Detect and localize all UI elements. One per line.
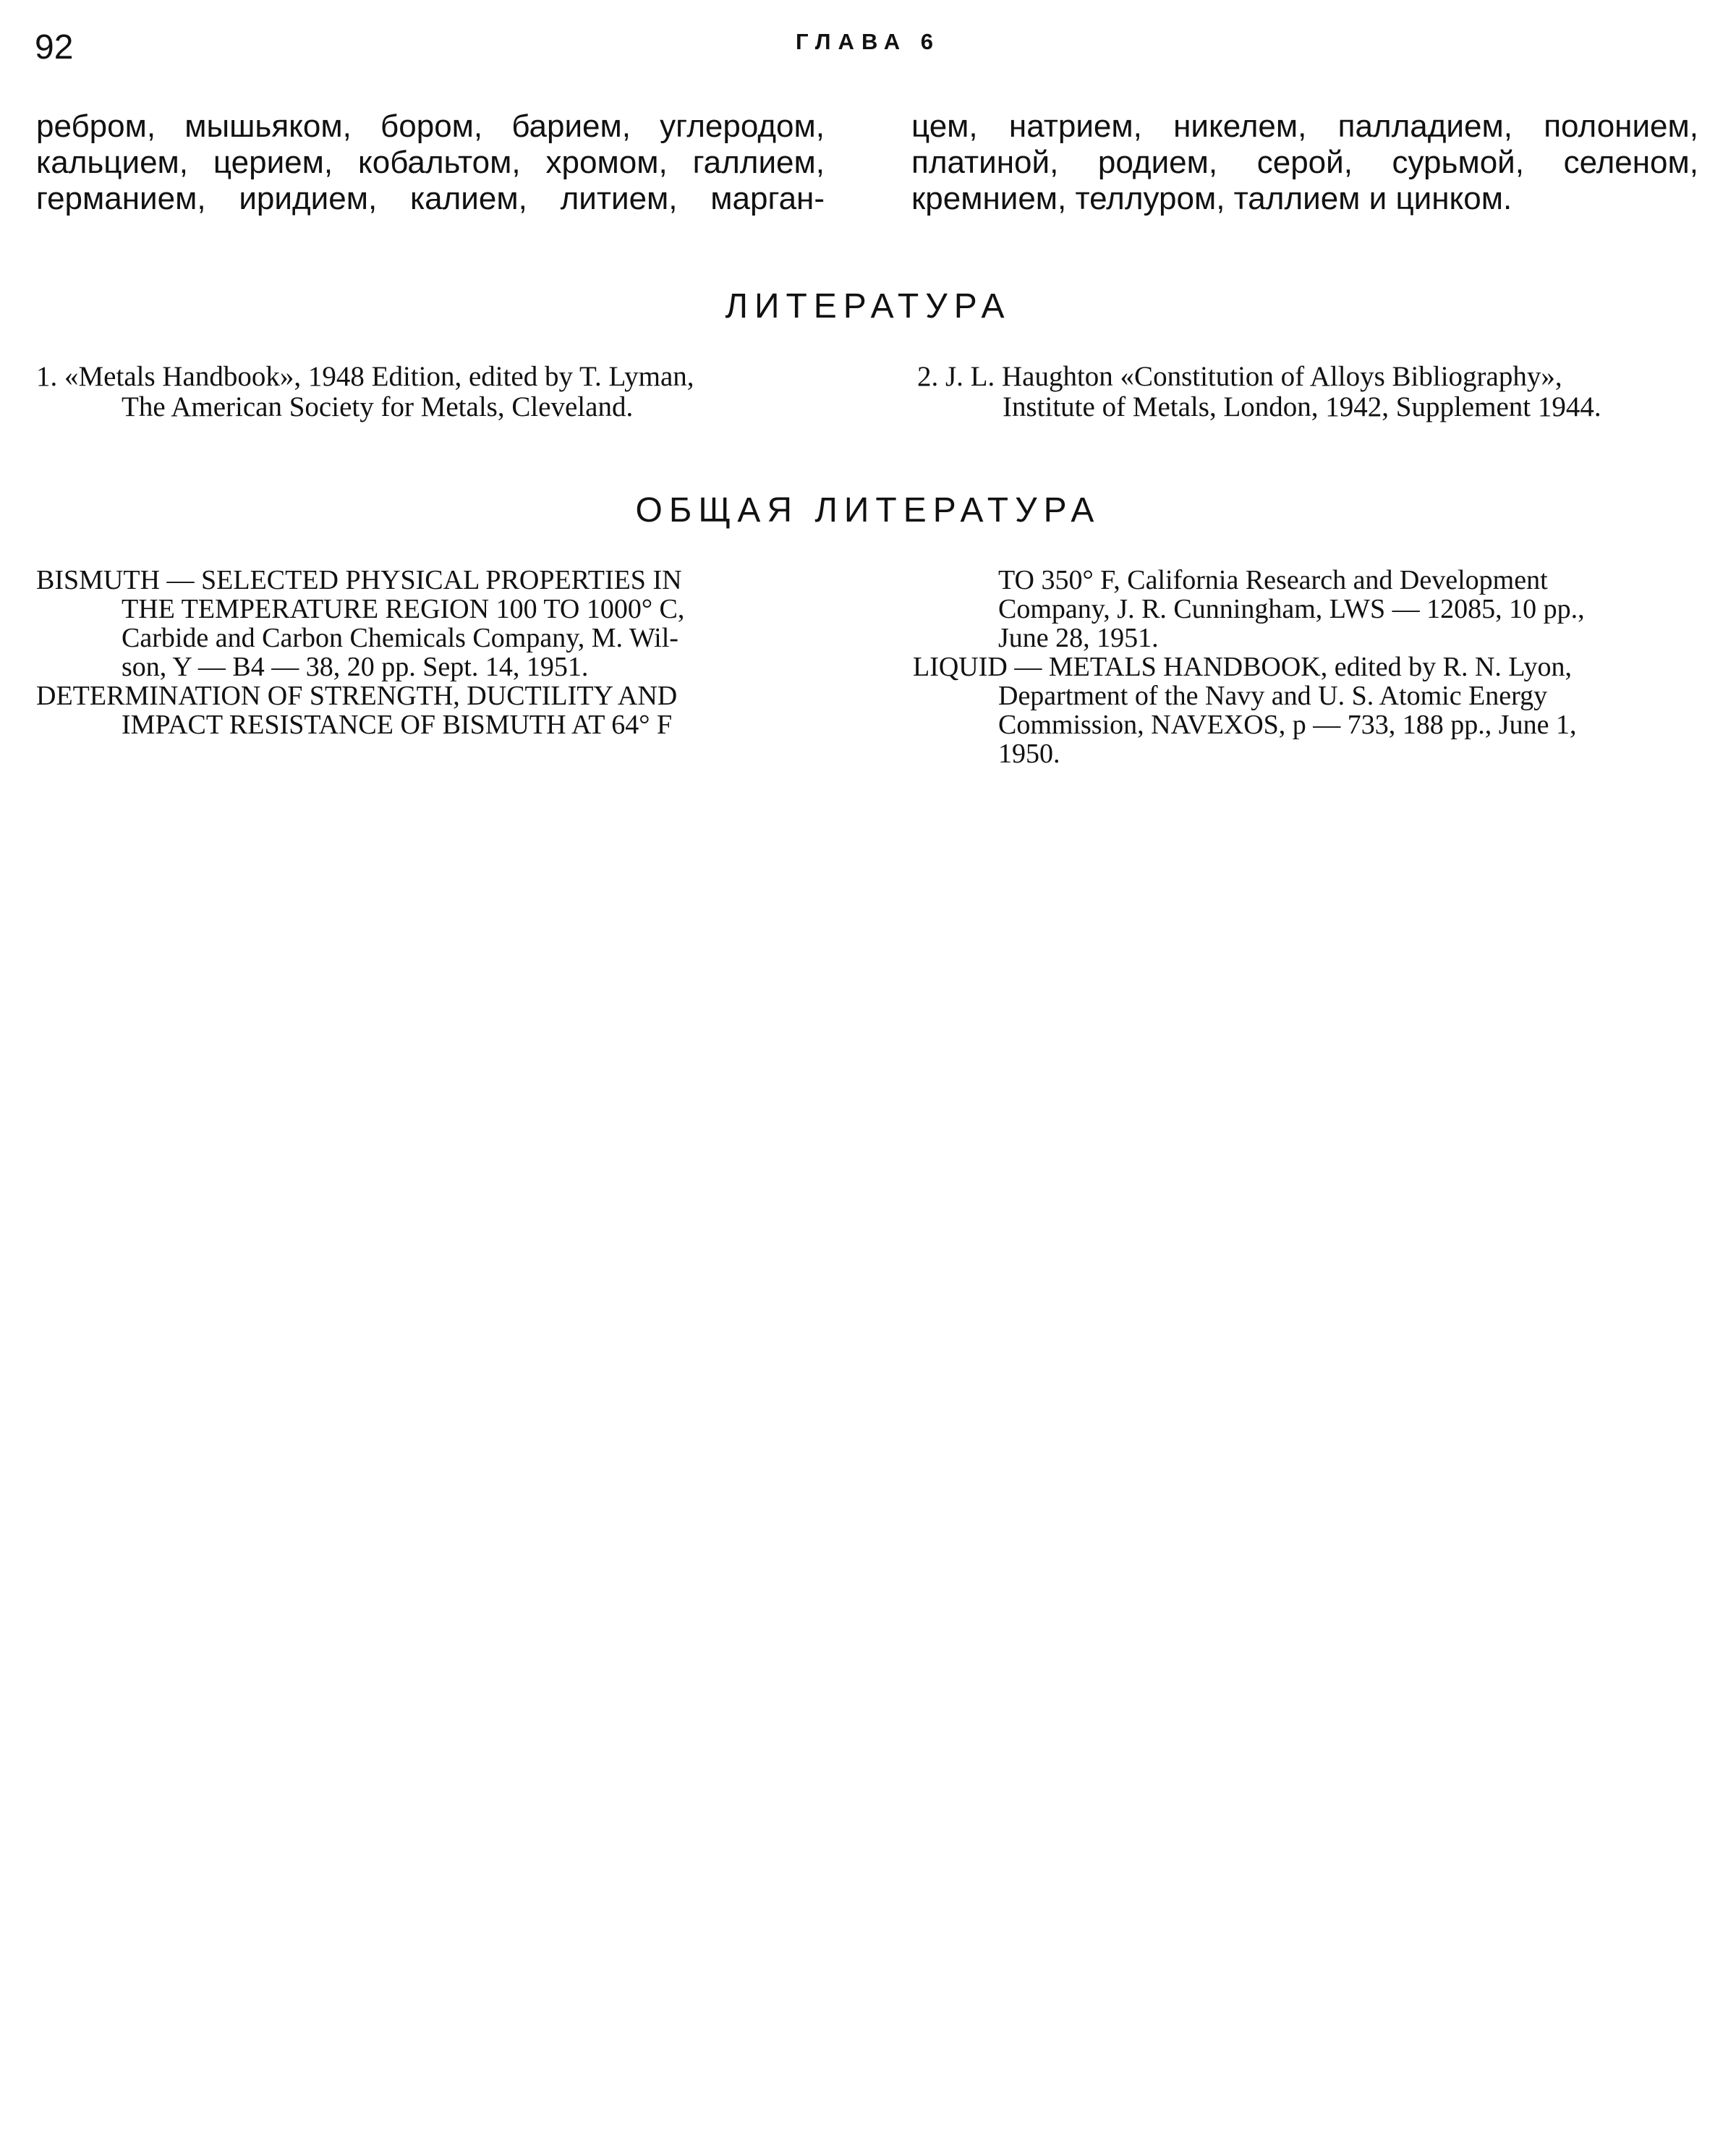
- body-text-line: ребром, мышьяком, бором, барием, углеродом,: [36, 109, 825, 144]
- bibliography-line: Department of the Navy and U. S. Atomic Energy: [998, 681, 1548, 711]
- general-literature-right-column: [913, 566, 1709, 768]
- reference-line: 2. J. L. Haughton «Constitution of Alloys Bibliography»,: [917, 361, 1562, 392]
- body-text-line: платиной, родием, серой, сурьмой, селеном,: [911, 145, 1698, 180]
- bibliography-line: DETERMINATION OF STRENGTH, DUCTILITY AND: [36, 681, 678, 711]
- body-text-left-column: [36, 109, 825, 217]
- bibliography-line: BISMUTH — SELECTED PHYSICAL PROPERTIES IN: [36, 565, 682, 595]
- page-number: 92: [35, 28, 74, 67]
- literature-heading: ЛИТЕРАТУРА: [725, 287, 1011, 326]
- body-text-line: цем, натрием, никелем, палладием, полонием,: [911, 109, 1698, 144]
- body-text-line: кальцием, церием, кобальтом, хромом, галлием,: [36, 145, 825, 180]
- bibliography-line: Carbide and Carbon Chemicals Company, M. Wil-: [122, 623, 678, 653]
- general-literature-left-column: [36, 566, 832, 739]
- reference-line: Institute of Metals, London, 1942, Supplement 1944.: [1003, 391, 1601, 422]
- bibliography-line: 1950.: [998, 739, 1060, 769]
- general-literature-heading: ОБЩАЯ ЛИТЕРАТУРА: [635, 491, 1101, 530]
- bibliography-line: IMPACT RESISTANCE OF BISMUTH AT 64° F: [122, 710, 673, 740]
- bibliography-line: June 28, 1951.: [998, 623, 1159, 653]
- reference-line: 1. «Metals Handbook», 1948 Edition, edited by T. Lyman,: [36, 361, 694, 392]
- reference-2: [917, 362, 1706, 422]
- bibliography-line: Company, J. R. Cunningham, LWS — 12085, 10 pp.,: [998, 594, 1585, 624]
- reference-line: The American Society for Metals, Cleveland.: [122, 391, 634, 422]
- body-text-line: германием, иридием, калием, литием, марган-: [36, 181, 825, 216]
- bibliography-line: LIQUID — METALS HANDBOOK, edited by R. N. Lyon,: [913, 652, 1572, 682]
- body-text-right-column: [911, 109, 1698, 217]
- body-text-line: кремнием, теллуром, таллием и цинком.: [911, 181, 1512, 216]
- bibliography-line: TO 350° F, California Research and Development: [998, 565, 1548, 595]
- bibliography-line: THE TEMPERATURE REGION 100 TO 1000° C,: [122, 594, 685, 624]
- bibliography-line: Commission, NAVEXOS, p — 733, 188 pp., June 1,: [998, 710, 1577, 740]
- running-head: ГЛАВА 6: [796, 29, 941, 54]
- reference-1: [36, 362, 832, 422]
- bibliography-line: son, Y — B4 — 38, 20 pp. Sept. 14, 1951.: [122, 652, 589, 682]
